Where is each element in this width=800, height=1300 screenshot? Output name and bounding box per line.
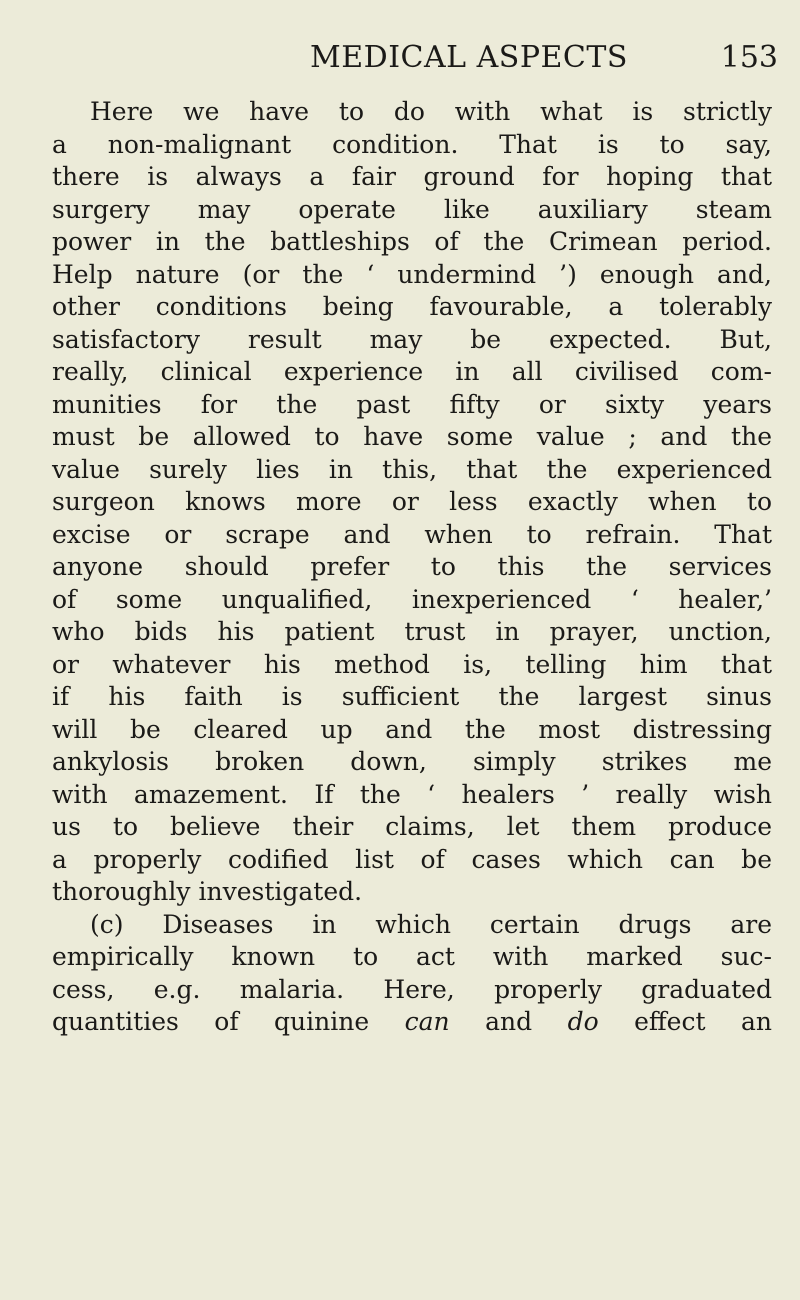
text-line: anyone should prefer to this the services <box>52 552 772 581</box>
text-line: excise or scrape and when to refrain. That <box>52 519 772 549</box>
text-line: ankylosis broken down, simply strikes me <box>52 747 772 776</box>
text-fragment: and <box>449 1007 568 1036</box>
text-fragment: quantities of quinine <box>52 1007 405 1036</box>
text-line: cess, e.g. malaria. Here, properly graduated <box>52 974 772 1004</box>
running-head <box>80 38 778 78</box>
text-line: if his faith is sufficient the largest sinus <box>52 682 772 711</box>
text-line: must be allowed to have some value ; and the <box>52 422 772 451</box>
text-line: a non-malignant condition. That is to say, <box>52 129 772 159</box>
text-line: surgery may operate like auxiliary steam <box>52 194 772 224</box>
text-line: satisfactory result may be expected. But, <box>52 324 772 354</box>
text-line: Help nature (or the ‘ undermind ’) enough and, <box>52 259 772 289</box>
body-text <box>52 96 772 1039</box>
text-line: a properly codified list of cases which can be <box>52 844 772 874</box>
text-line: with amazement. If the ‘ healers ’ really wish <box>52 779 772 809</box>
text-line: value surely lies in this, that the experienced <box>52 454 772 484</box>
emphasis-do: do <box>567 1007 599 1036</box>
text-line: thoroughly investigated. <box>52 877 363 906</box>
text-line: surgeon knows more or less exactly when to <box>52 487 772 516</box>
text-line: Here we have to do with what is strictly <box>90 97 772 126</box>
text-line: or whatever his method is, telling him that <box>52 649 772 679</box>
text-line: who bids his patient trust in prayer, unction, <box>52 617 772 646</box>
text-line: of some unqualified, inexperienced ‘ healer,’ <box>52 584 772 614</box>
text-line: (c) Diseases in which certain drugs are <box>90 909 772 939</box>
text-line: munities for the past fifty or sixty years <box>52 389 772 419</box>
text-line: empirically known to act with marked suc- <box>52 942 772 971</box>
text-line: really, clinical experience in all civilised com- <box>52 357 772 386</box>
running-title: MEDICAL ASPECTS <box>310 40 628 75</box>
page-number: 153 <box>720 40 778 75</box>
text-fragment: effect an <box>598 1007 772 1036</box>
text-line-final <box>52 1006 772 1039</box>
text-line: other conditions being favourable, a tolerably <box>52 292 772 321</box>
text-line: will be cleared up and the most distressing <box>52 714 772 744</box>
text-line: us to believe their claims, let them produce <box>52 812 772 841</box>
text-line: there is always a fair ground for hoping that <box>52 162 772 191</box>
emphasis-can: can <box>404 1007 450 1036</box>
text-line: power in the battleships of the Crimean period. <box>52 227 772 256</box>
